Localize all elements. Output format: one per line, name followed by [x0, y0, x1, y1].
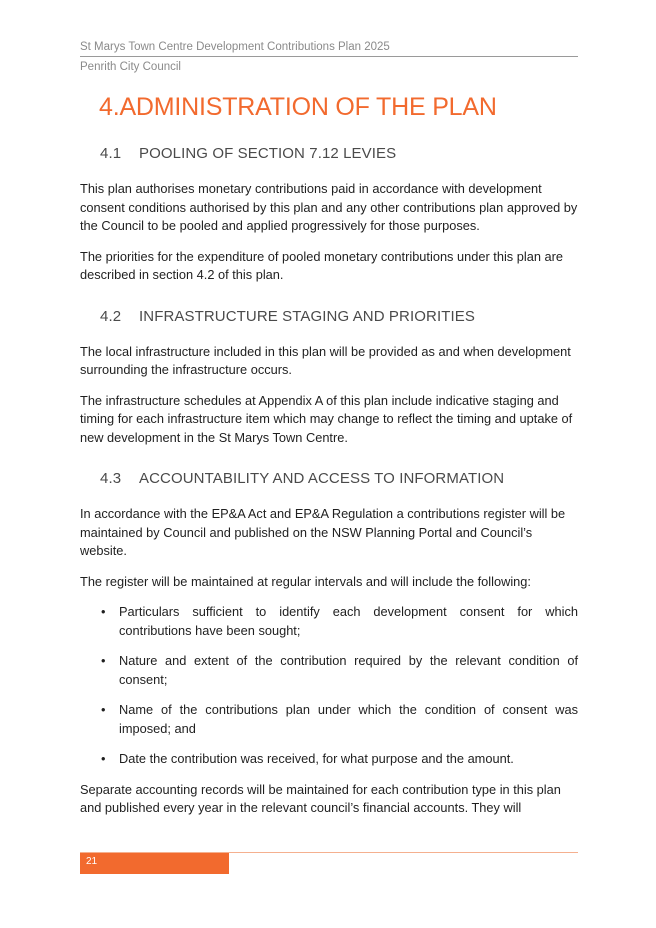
document-title: St Marys Town Centre Development Contributions Plan 2025: [80, 40, 578, 57]
list-item-text: Name of the contributions plan under which the condition of consent was imposed; and: [119, 702, 578, 736]
list-item-text: Particulars sufficient to identify each development consent for which contributions have been sought;: [119, 604, 578, 638]
page-header: [80, 40, 578, 74]
bullet-icon: •: [101, 653, 106, 668]
bullet-icon: •: [101, 751, 106, 766]
section-heading-4-2: [100, 307, 578, 327]
section-heading-4-1: [100, 144, 578, 164]
paragraph: This plan authorises monetary contributions paid in accordance with development consent conditions authorised by this plan and any other contributions plan approved by the Council to be pooled and applied progressively for those purposes.: [80, 181, 578, 233]
section-heading-4-3: [100, 469, 578, 489]
paragraph: The infrastructure schedules at Appendix A of this plan include indicative staging and timing for each infrastructure item which may change to reflect the timing and uptake of new development in the St Marys Town Centre.: [80, 392, 573, 445]
page-content: [80, 90, 578, 818]
bullet-icon: •: [101, 702, 106, 717]
list-item: [80, 652, 578, 689]
list-item: [80, 603, 578, 640]
section-number: 4.2: [100, 307, 122, 325]
bullet-icon: •: [101, 604, 106, 619]
section-title: POOLING OF SECTION 7.12 LEVIES: [139, 145, 397, 162]
section-title: ACCOUNTABILITY AND ACCESS TO INFORMATION: [139, 470, 505, 487]
paragraph: The local infrastructure included in this plan will be provided as and when development surrounding the infrastructure occurs.: [80, 343, 571, 377]
paragraph: The priorities for the expenditure of pooled monetary contributions under this plan are described in section 4.2 of this plan.: [80, 248, 564, 282]
list-item: [80, 701, 578, 738]
paragraph: In accordance with the EP&A Act and EP&A Regulation a contributions register will be maintained by Council and published on the NSW Planning Portal and Council’s website.: [80, 506, 566, 558]
list-item: [80, 750, 578, 769]
page-number-tab: [80, 853, 229, 874]
paragraph: Separate accounting records will be maintained for each contribution type in this plan and published every year in the relevant council’s financial accounts. They will: [80, 781, 561, 815]
section-number: 4.3: [100, 470, 122, 487]
paragraph: The register will be maintained at regular intervals and will include the following:: [80, 573, 531, 589]
register-items-list: [80, 603, 578, 769]
chapter-heading: 4.ADMINISTRATION OF THE PLAN: [99, 93, 497, 121]
section-number: 4.1: [100, 145, 122, 162]
list-item-text: Date the contribution was received, for what purpose and the amount.: [119, 751, 514, 766]
page-footer: [80, 852, 578, 874]
list-item-text: Nature and extent of the contribution required by the relevant condition of consent;: [119, 653, 578, 687]
section-title: INFRASTRUCTURE STAGING AND PRIORITIES: [139, 307, 475, 325]
page-number: 21: [86, 856, 98, 867]
organisation-name: Penrith City Council: [80, 61, 181, 73]
